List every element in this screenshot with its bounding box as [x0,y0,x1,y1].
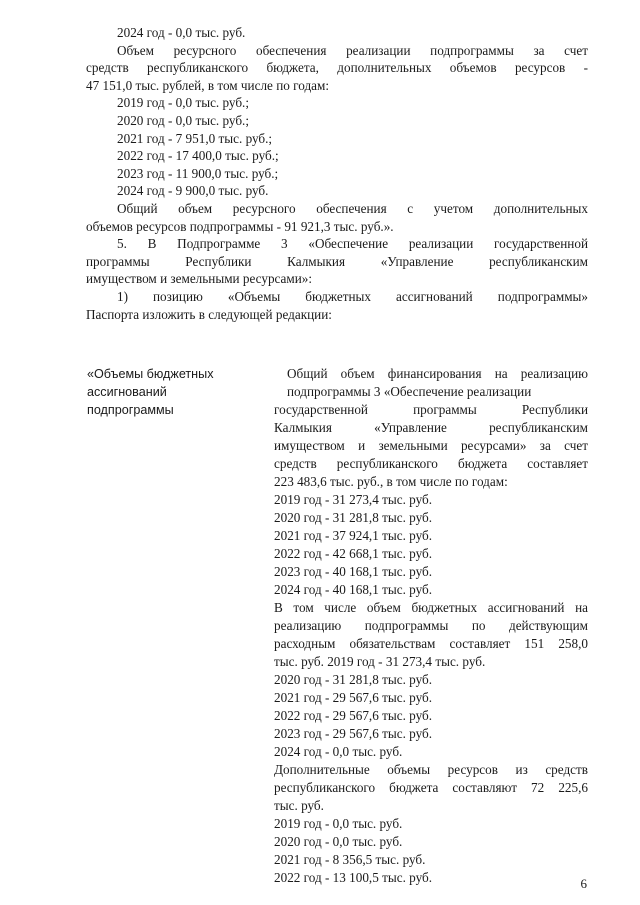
body-text [86,24,588,323]
paragraph-line: Паспорта изложить в следующей редакции: [86,306,332,322]
year-line: 2023 год - 29 567,6 тыс. руб. [274,726,433,741]
year-line: 2020 год - 0,0 тыс. руб.; [117,112,250,128]
paragraph-line: имуществом и земельными ресурсами»: [86,271,313,287]
year-line: 2021 год - 29 567,6 тыс. руб. [274,690,433,705]
year-line: 2020 год - 31 281,8 тыс. руб. [274,672,433,687]
paragraph-line: объемов ресурсов подпрограммы - 91 921,3 тыс. руб.». [86,218,394,234]
year-line: 2023 год - 11 900,0 тыс. руб.; [117,165,279,181]
year-line: 2022 год - 17 400,0 тыс. руб.; [117,148,279,164]
label-line: подпрограммы [87,403,174,417]
paragraph-line: 1) позицию «Объемы бюджетных ассигнований подпрограммы» [117,288,588,304]
paragraph-line: средств республиканского бюджета, дополнительных объемов ресурсов - [86,60,588,76]
value-line: Общий объем финансирования на реализацию [287,366,588,381]
label-line: ассигнований [87,385,167,399]
year-line: 2024 год - 9 900,0 тыс. руб. [117,183,269,199]
year-line: 2020 год - 31 281,8 тыс. руб. [274,510,433,525]
year-line: 2024 год - 0,0 тыс. руб. [274,744,403,759]
year-line: 2021 год - 8 356,5 тыс. руб. [274,852,426,867]
year-line: 2019 год - 31 273,4 тыс. руб. [274,492,433,507]
value-line: средств республиканского бюджета составляет [274,456,588,471]
year-line: 2022 год - 29 567,6 тыс. руб. [274,708,433,723]
paragraph-line: 47 151,0 тыс. рублей, в том числе по годам: [86,77,330,93]
year-line: 2022 год - 42 668,1 тыс. руб. [274,546,433,561]
year-line: 2021 год - 37 924,1 тыс. руб. [274,528,433,543]
value-line: В том числе объем бюджетных ассигнований на [274,600,588,615]
year-line: 2020 год - 0,0 тыс. руб. [274,834,403,849]
value-line: расходным обязательствам составляет 151 258,0 [274,636,588,651]
value-line: государственной программы Республики [274,402,588,417]
page-number: 6 [580,876,587,891]
year-line: 2024 год - 0,0 тыс. руб. [117,25,246,40]
year-line: 2019 год - 0,0 тыс. руб. [274,816,403,831]
paragraph-line: 5. В Подпрограмме 3 «Обеспечение реализации государственной [117,236,588,252]
paragraph-line: Общий объем ресурсного обеспечения с учетом дополнительных [117,200,588,216]
value-line: Дополнительные объемы ресурсов из средств [274,762,588,777]
year-line: 2023 год - 40 168,1 тыс. руб. [274,564,433,579]
value-line: 223 483,6 тыс. руб., в том числе по годам: [274,474,508,489]
label-line: «Объемы бюджетных [87,367,214,381]
year-line: 2024 год - 40 168,1 тыс. руб. [274,582,433,597]
year-line: 2022 год - 13 100,5 тыс. руб. [274,870,433,885]
value-line: подпрограммы 3 «Обеспечение реализации [287,384,532,399]
passport-row-value [274,365,588,887]
value-line: реализацию подпрограммы по действующим [274,618,588,633]
paragraph-line: программы Республики Калмыкия «Управление республиканским [86,253,588,269]
value-line: Калмыкия «Управление республиканским [274,420,588,435]
value-line: имуществом и земельными ресурсами» за счет [274,438,588,453]
year-line: 2019 год - 0,0 тыс. руб.; [117,95,250,111]
value-line: тыс. руб. [274,798,324,813]
passport-row-label [87,365,257,419]
year-line: 2021 год - 7 951,0 тыс. руб.; [117,130,273,146]
value-line: тыс. руб. 2019 год - 31 273,4 тыс. руб. [274,654,486,669]
value-line: республиканского бюджета составляют 72 225,6 [274,780,588,795]
paragraph-line: Объем ресурсного обеспечения реализации подпрограммы за счет [117,42,588,58]
